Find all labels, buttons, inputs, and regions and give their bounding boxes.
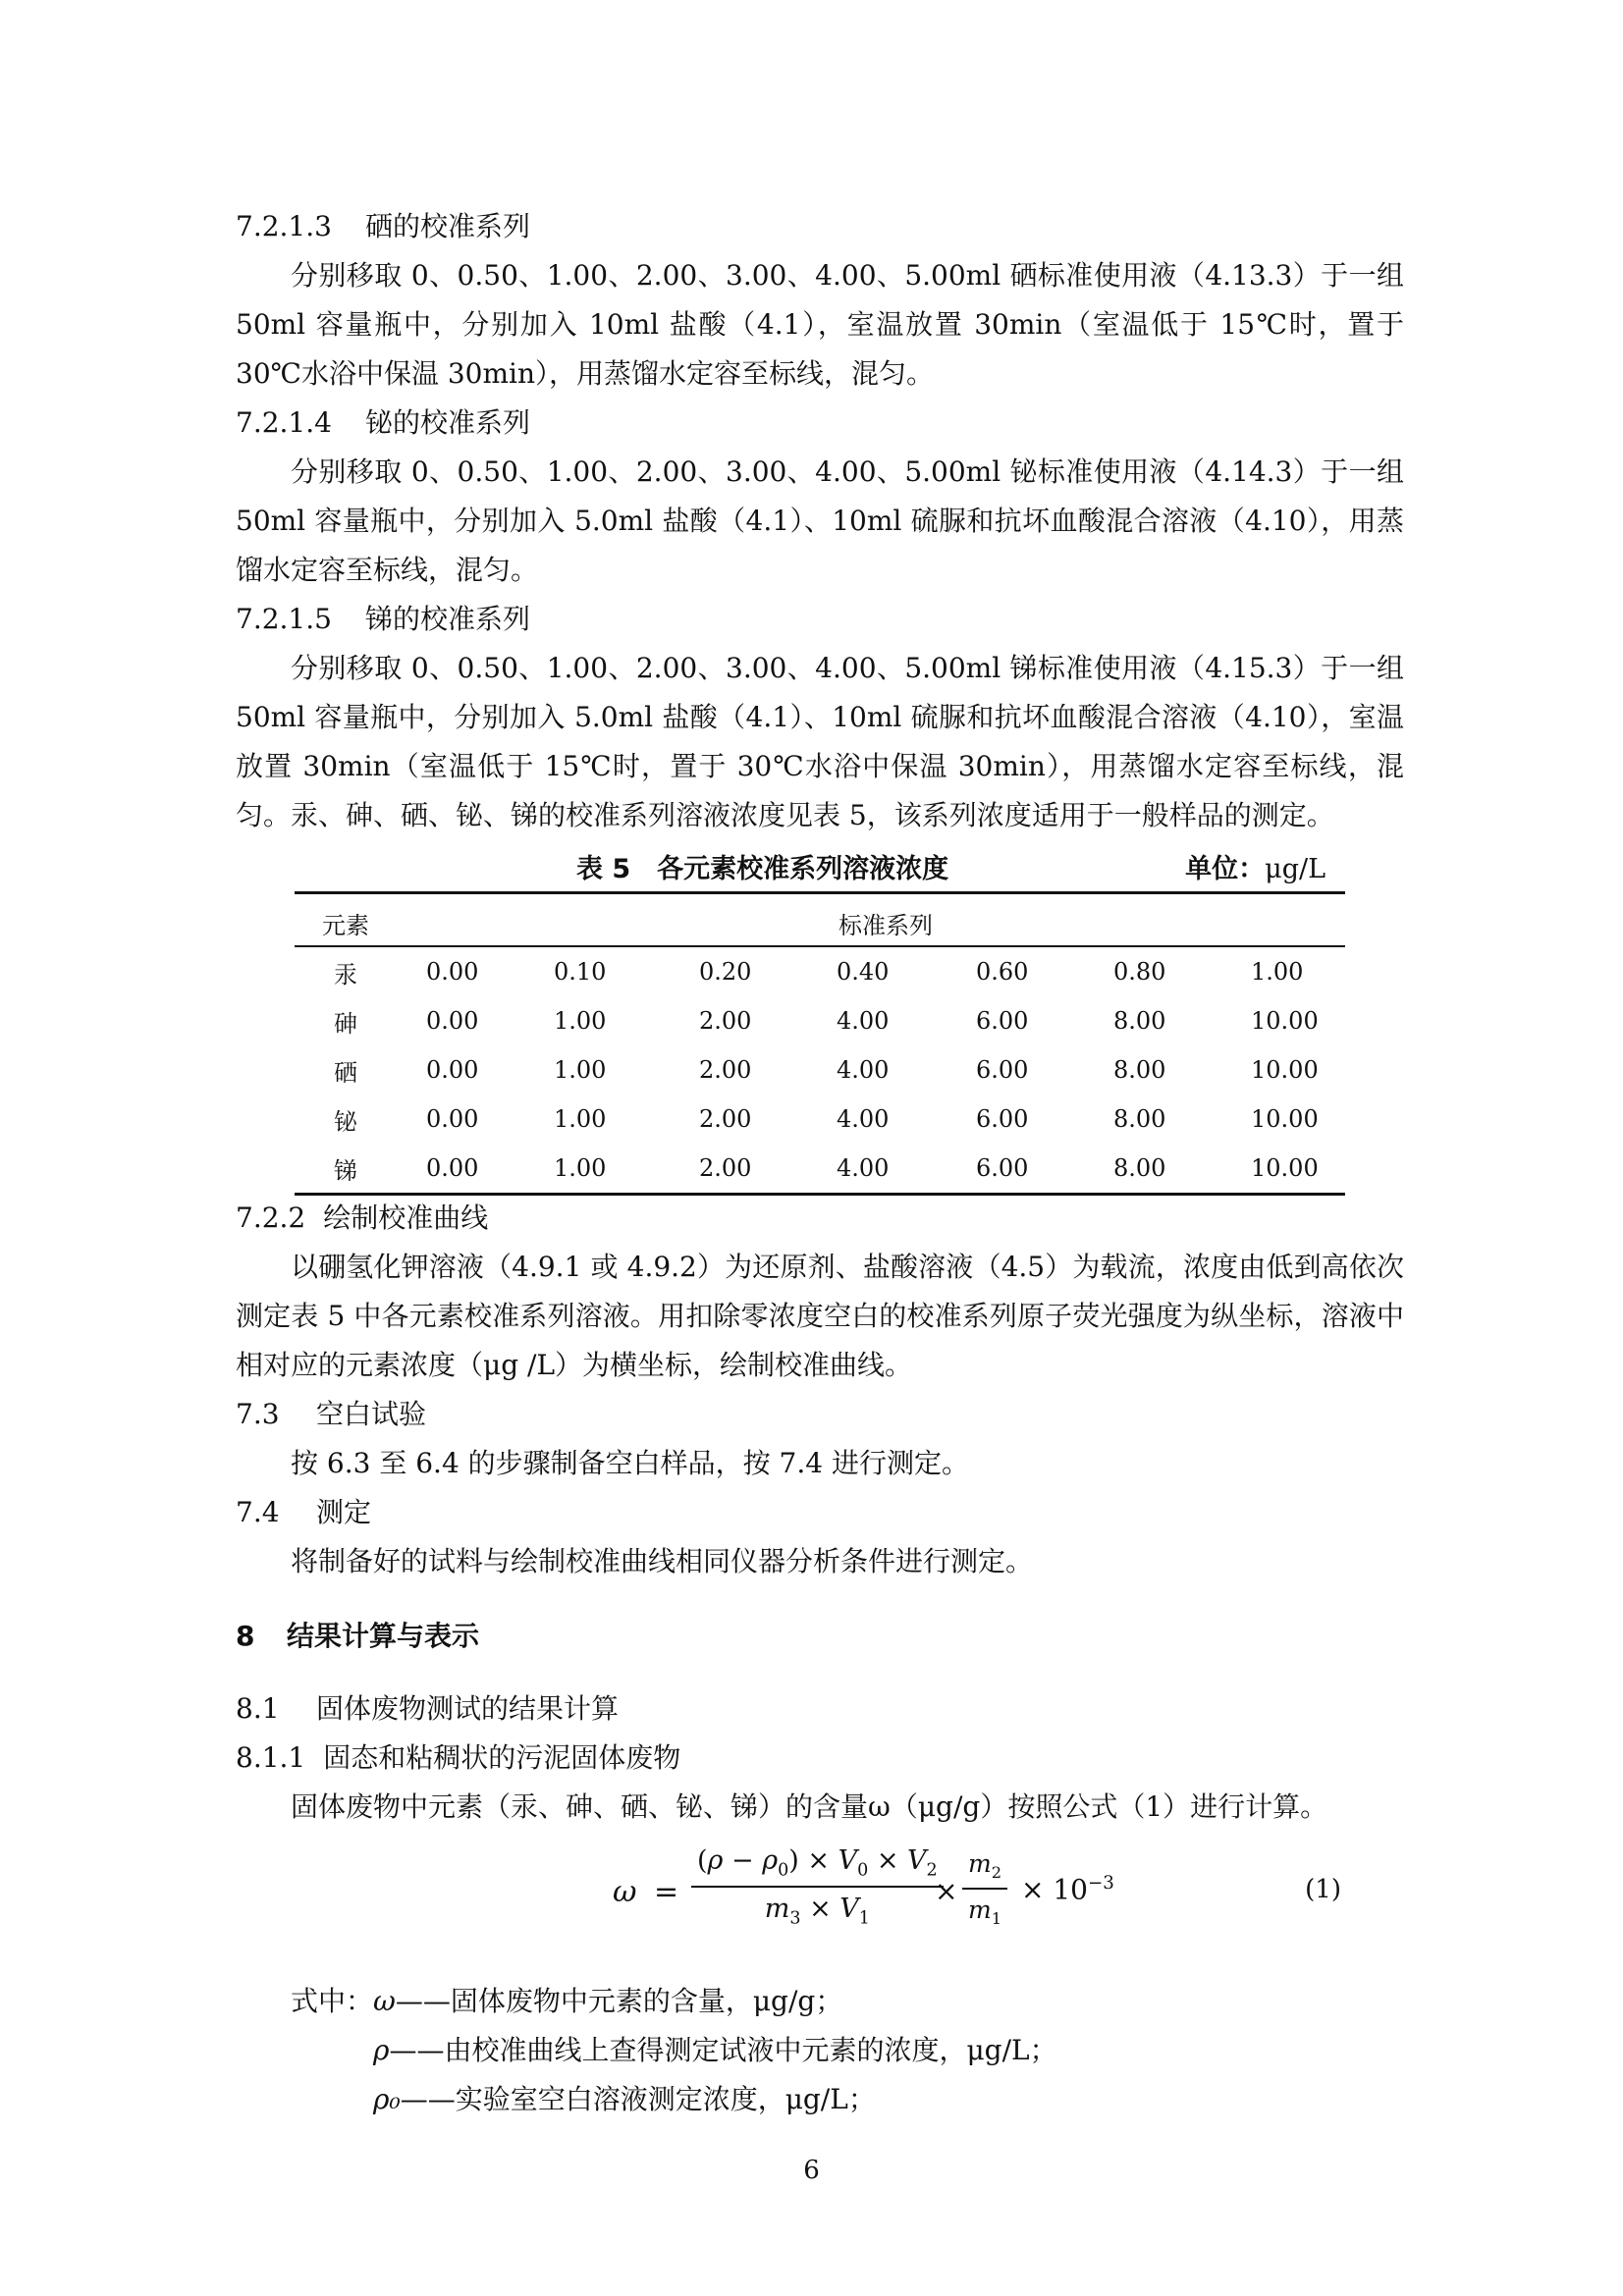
section-title: 硒的校准系列 bbox=[365, 210, 531, 242]
heading-8 bbox=[236, 1612, 1404, 1661]
value-cell: 0.10 bbox=[554, 958, 607, 986]
section-title: 固体废物测试的结果计算 bbox=[316, 1692, 620, 1725]
value-cell: 0.20 bbox=[699, 958, 752, 986]
table-row bbox=[295, 946, 1345, 996]
section-number: 7.4 bbox=[236, 1496, 280, 1528]
section-number: 8.1 bbox=[236, 1692, 280, 1725]
definition-text: ——固体废物中元素的含量，μg/g； bbox=[395, 1985, 843, 2017]
element-cell: 铋 bbox=[334, 1107, 357, 1136]
value-cell: 0.00 bbox=[426, 958, 479, 986]
section-title: 铋的校准系列 bbox=[365, 406, 531, 439]
value-cell: 2.00 bbox=[699, 1056, 752, 1084]
formula-fraction-mass: $\frac{m_2}{m_1}$ bbox=[962, 1849, 1007, 1928]
paragraph-8-1-1: 固体废物中元素（汞、砷、硒、铋、锑）的含量ω（μg/g）按照公式（1）进行计算。 bbox=[291, 1790, 1328, 1823]
paragraph-7-4: 将制备好的试料与绘制校准曲线相同仪器分析条件进行测定。 bbox=[291, 1545, 1034, 1577]
element-cell: 硒 bbox=[334, 1058, 357, 1087]
definition-symbol: ρ₀ bbox=[373, 2083, 401, 2115]
heading-7-2-2 bbox=[236, 1194, 1404, 1243]
definition-rho bbox=[291, 2026, 1371, 2075]
section-title: 锑的校准系列 bbox=[365, 603, 531, 635]
section-title: 绘制校准曲线 bbox=[323, 1201, 489, 1234]
value-cell: 10.00 bbox=[1251, 1056, 1319, 1084]
table-caption bbox=[295, 848, 1345, 891]
formula-equals: = bbox=[654, 1875, 679, 1909]
formula-1: ω = $\frac{(\rho - \rho_0) \times V_0 \times V_2}{m_3 \times V_1}$ × $\frac{m_2}{m_1}$ × $10^{-3}$ (1) bbox=[613, 1845, 1341, 1929]
value-cell: 1.00 bbox=[554, 1007, 607, 1035]
definition-rho0 bbox=[291, 2075, 1371, 2124]
value-cell: 6.00 bbox=[976, 1056, 1029, 1084]
section-number: 7.2.2 bbox=[236, 1201, 306, 1234]
heading-7-4 bbox=[236, 1488, 1404, 1537]
table-row bbox=[295, 1045, 1345, 1095]
table-unit: 单位：μg/L bbox=[1185, 854, 1325, 884]
column-header-series: 标准系列 bbox=[426, 900, 1345, 946]
heading-7-3 bbox=[236, 1390, 1404, 1439]
table-row bbox=[295, 1144, 1345, 1195]
value-cell: 0.00 bbox=[426, 1105, 479, 1133]
section-title: 测定 bbox=[316, 1496, 372, 1528]
definitions-lead: 式中： bbox=[291, 1985, 374, 2017]
value-cell: 2.00 bbox=[699, 1007, 752, 1035]
value-cell: 10.00 bbox=[1251, 1144, 1345, 1195]
heading-7-2-1-4 bbox=[236, 399, 1404, 448]
value-cell: 6.00 bbox=[976, 1007, 1029, 1035]
value-cell: 10.00 bbox=[1251, 1007, 1319, 1035]
value-cell: 1.00 bbox=[1251, 958, 1304, 986]
paragraph-table-intro: 汞、砷、硒、铋、锑的校准系列溶液浓度见表 5，该系列浓度适用于一般样品的测定。 bbox=[291, 799, 1334, 831]
value-cell: 0.00 bbox=[426, 1144, 554, 1195]
definition-symbol: ρ bbox=[373, 2034, 390, 2066]
section-title: 结果计算与表示 bbox=[287, 1620, 480, 1652]
section-number: 7.2.1.3 bbox=[236, 210, 332, 242]
heading-8-1 bbox=[236, 1684, 1404, 1734]
element-cell: 汞 bbox=[334, 960, 357, 988]
element-cell: 砷 bbox=[334, 1009, 357, 1038]
section-number: 8.1.1 bbox=[236, 1741, 306, 1774]
value-cell: 0.80 bbox=[1113, 958, 1166, 986]
page-number: 6 bbox=[803, 2156, 820, 2185]
heading-7-2-1-3 bbox=[236, 202, 1404, 251]
value-cell: 8.00 bbox=[1113, 1007, 1166, 1035]
value-cell: 4.00 bbox=[837, 1056, 890, 1084]
value-cell: 2.00 bbox=[699, 1105, 752, 1133]
section-number: 8 bbox=[236, 1620, 255, 1652]
paragraph-7-3: 按 6.3 至 6.4 的步骤制备空白样品，按 7.4 进行测定。 bbox=[291, 1447, 969, 1479]
formula-definitions bbox=[291, 1977, 1371, 2124]
formula-number: (1) bbox=[1305, 1875, 1341, 1904]
value-cell: 8.00 bbox=[1113, 1056, 1166, 1084]
section-number: 7.3 bbox=[236, 1398, 280, 1430]
value-cell: 8.00 bbox=[1113, 1105, 1166, 1133]
definition-text: ——实验室空白溶液测定浓度，μg/L； bbox=[400, 2083, 876, 2115]
value-cell: 4.00 bbox=[837, 1144, 976, 1195]
definition-symbol: ω bbox=[373, 1985, 396, 2017]
formula-lhs: ω bbox=[613, 1875, 637, 1909]
column-header-element: 元素 bbox=[295, 900, 426, 946]
value-cell: 6.00 bbox=[976, 1144, 1113, 1195]
value-cell: 0.00 bbox=[426, 1007, 479, 1035]
value-cell: 4.00 bbox=[837, 1007, 890, 1035]
value-cell: 1.00 bbox=[554, 1105, 607, 1133]
value-cell: 0.60 bbox=[976, 958, 1029, 986]
value-cell: 1.00 bbox=[554, 1056, 607, 1084]
value-cell: 8.00 bbox=[1113, 1144, 1251, 1195]
section-number: 7.2.1.4 bbox=[236, 406, 332, 439]
section-title: 固态和粘稠状的污泥固体废物 bbox=[323, 1741, 681, 1774]
value-cell: 0.40 bbox=[837, 958, 890, 986]
table-row bbox=[295, 996, 1345, 1045]
definition-text: ——由校准曲线上查得测定试液中元素的浓度，μg/L； bbox=[389, 2034, 1057, 2066]
formula-fraction-main: $\frac{(\rho - \rho_0) \times V_0 \times V_2}{m_3 \times V_1}$ bbox=[691, 1845, 944, 1929]
section-title: 空白试验 bbox=[316, 1398, 427, 1430]
element-cell: 锑 bbox=[295, 1144, 426, 1195]
definition-omega bbox=[291, 1977, 1371, 2026]
value-cell: 2.00 bbox=[699, 1144, 837, 1195]
paragraph-7-2-1-4: 分别移取 0、0.50、1.00、2.00、3.00、4.00、5.00ml 铋标准使用液（4.14.3）于一组 50ml 容量瓶中，分别加入 5.0ml 盐酸（4.1）、10ml 硫脲和抗坏血酸混合溶液（4.10），用蒸馏水定容至标线，混匀。 bbox=[236, 455, 1404, 586]
calibration-concentration-table bbox=[295, 891, 1345, 1196]
paragraph-7-2-1-3: 分别移取 0、0.50、1.00、2.00、3.00、4.00、5.00ml 硒标准使用液（4.13.3）于一组 50ml 容量瓶中，分别加入 10ml 盐酸（4.1），室温放置 30min（室温低于 15℃时，置于 30℃水浴中保温 30min），用蒸馏水定容至标线，混匀。 bbox=[236, 259, 1404, 390]
value-cell: 10.00 bbox=[1251, 1105, 1319, 1133]
heading-7-2-1-5 bbox=[236, 595, 1404, 644]
value-cell: 6.00 bbox=[976, 1105, 1029, 1133]
heading-8-1-1 bbox=[236, 1734, 1404, 1783]
table-row bbox=[295, 1095, 1345, 1144]
paragraph-7-2-1-5: 分别移取 0、0.50、1.00、2.00、3.00、4.00、5.00ml 锑标准使用液（4.15.3）于一组 50ml 容量瓶中，分别加入 5.0ml 盐酸（4.1）、10ml 硫脲和抗坏血酸混合溶液（4.10），室温放置 30min（室温低于 15℃时，置于 30℃水浴中保温 30min），用蒸馏水定容至标线，混匀。 bbox=[236, 652, 1404, 831]
value-cell: 1.00 bbox=[554, 1144, 699, 1195]
table-title: 表 5 各元素校准系列溶液浓度 bbox=[576, 854, 949, 884]
paragraph-7-2-2: 以硼氢化钾溶液（4.9.1 或 4.9.2）为还原剂、盐酸溶液（4.5）为载流，浓度由低到高依次测定表 5 中各元素校准系列溶液。用扣除零浓度空白的校准系列原子荧光强度为纵坐标，溶液中相对应的元素浓度（μg /L）为横坐标，绘制校准曲线。 bbox=[236, 1251, 1404, 1381]
value-cell: 4.00 bbox=[837, 1105, 890, 1133]
value-cell: 0.00 bbox=[426, 1056, 479, 1084]
section-number: 7.2.1.5 bbox=[236, 603, 332, 635]
